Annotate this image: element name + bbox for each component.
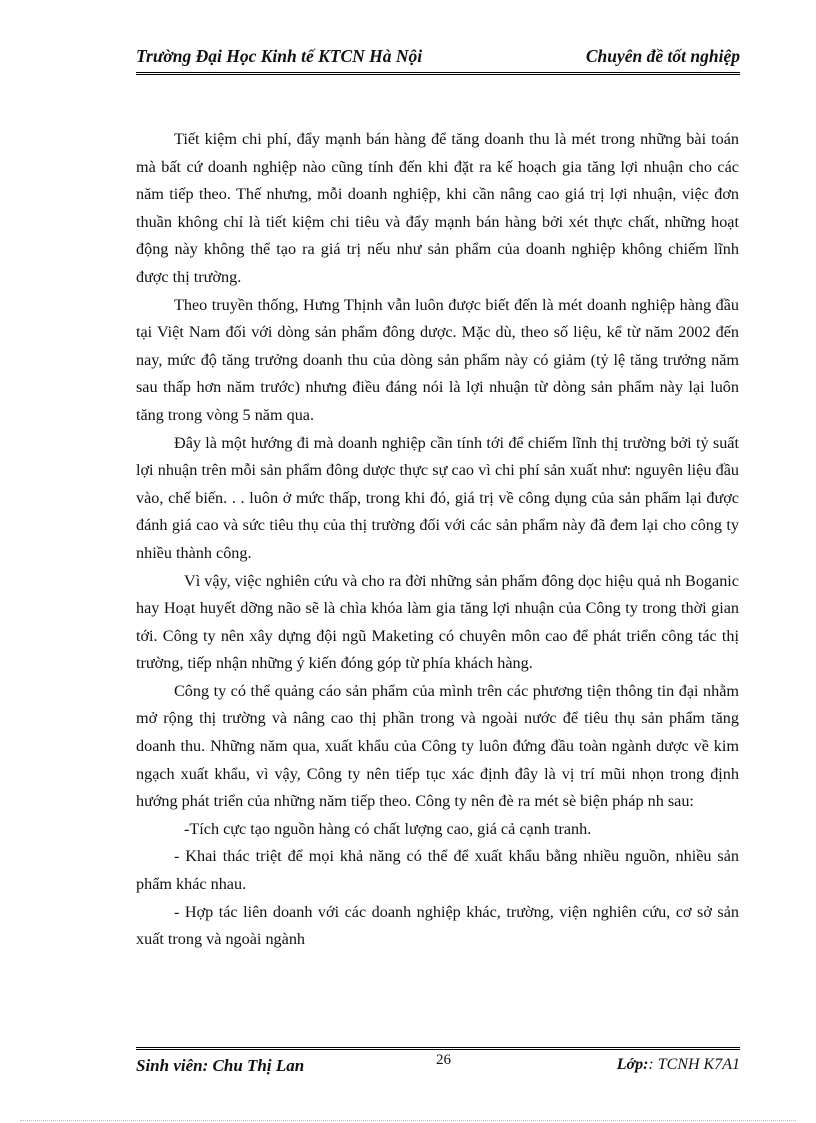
student-name: Chu Thị Lan xyxy=(212,1056,305,1075)
page-number: 26 xyxy=(436,1052,451,1068)
class-label: Lớp: xyxy=(616,1056,649,1073)
paragraph: Vì vậy, việc nghiên cứu và cho ra đời những sản phẩm đông dọc hiệu quả nh Boganic hay Hoạt huyết dỡng não sẽ là chìa khóa làm gia tăng lợi nhuận của Công ty trong thời gian tới. Công ty nên xây dựng đội ngũ Maketing có chuyên môn cao để phát triển công tác thị trường, tiếp nhận những ý kiến đóng góp từ phía khách hàng. xyxy=(136,571,739,673)
paragraph: Công ty có thể quảng cáo sản phẩm của mình trên các phương tiện thông tin đại nhằm mở rộng thị trường và nâng cao thị phần trong và ngoài nước để tiêu thụ sản phẩm tăng doanh thu. Những năm qua, xuất khẩu của Công ty luôn đứng đầu toàn ngành dược về kim ngạch xuất khẩu, vì vậy, Công ty nên tiếp tục xác định đây là vị trí mũi nhọn trong định hướng phát triển của những năm tiếp theo. Công ty nên đè ra mét sè biện pháp nh sau: xyxy=(136,681,739,811)
list-item: -Tích cực tạo nguồn hàng có chất lượng cao, giá cả cạnh tranh. xyxy=(184,819,592,838)
paragraph: Đây là một hướng đi mà doanh nghiệp cần tính tới để chiếm lĩnh thị trường bởi tỷ suất lợi nhuận trên mỗi sản phẩm đông dược thực sự cao vì chi phí sản xuất như: nguyên liệu đầu vào, chế biến. . . luôn ở mức thấp, trong khi đó, giá trị về công dụng của sản phẩm lại được đánh giá cao và sức tiêu thụ của thị trường đối với các sản phẩm này đã đem lại cho công ty nhiều thành công. xyxy=(136,433,739,562)
page-footer xyxy=(136,1047,740,1080)
list-item: - Khai thác triệt để mọi khả năng có thể để xuất khẩu bằng nhiều nguồn, nhiều sản phẩm khác nhau. xyxy=(136,847,739,894)
document-body xyxy=(136,126,739,954)
header-title: Chuyên đề tốt nghiệp xyxy=(585,46,740,66)
class-info xyxy=(617,1056,740,1074)
header-school: Trường Đại Học Kinh tế KTCN Hà Nội xyxy=(136,46,423,66)
page-header xyxy=(136,46,740,75)
paragraph: Tiết kiệm chi phí, đẩy mạnh bán hàng để tăng doanh thu là mét trong những bài toán mà bất cứ doanh nghiệp nào cũng tính đến khi đặt ra kế hoạch gia tăng lợi nhuận cho các năm tiếp theo. Thế nhưng, mỗi doanh nghiệp, khi cần nâng cao giá trị lợi nhuận, việc đơn thuần không chỉ là tiết kiệm chi tiêu và đẩy mạnh bán hàng bởi xét thực chất, những hoạt động này không thể tạo ra giá trị nếu như sản phẩm của doanh nghiệp không chiếm lĩnh được thị trường. xyxy=(136,130,739,286)
class-value: : TCNH K7A1 xyxy=(648,1056,740,1073)
page-bottom-border xyxy=(20,1120,796,1121)
student-info xyxy=(136,1056,304,1076)
list-item: - Hợp tác liên doanh với các doanh nghiệp khác, trường, viện nghiên cứu, cơ sở sản xuất trong và ngoài ngành xyxy=(136,902,739,949)
student-label: Sinh viên: xyxy=(136,1056,209,1075)
paragraph: Theo truyền thống, Hưng Thịnh vẫn luôn được biết đến là mét doanh nghiệp hàng đầu tại Việt Nam đối với dòng sản phẩm đông dược. Mặc dù, theo số liệu, kể từ năm 2002 đến nay, mức độ tăng trưởng doanh thu của dòng sản phẩm này có giảm (tỷ lệ tăng trưởng năm sau thấp hơn năm trước) nhưng điều đáng nói là lợi nhuận từ dòng sản phẩm này lại luôn tăng trong vòng 5 năm qua. xyxy=(136,295,739,424)
